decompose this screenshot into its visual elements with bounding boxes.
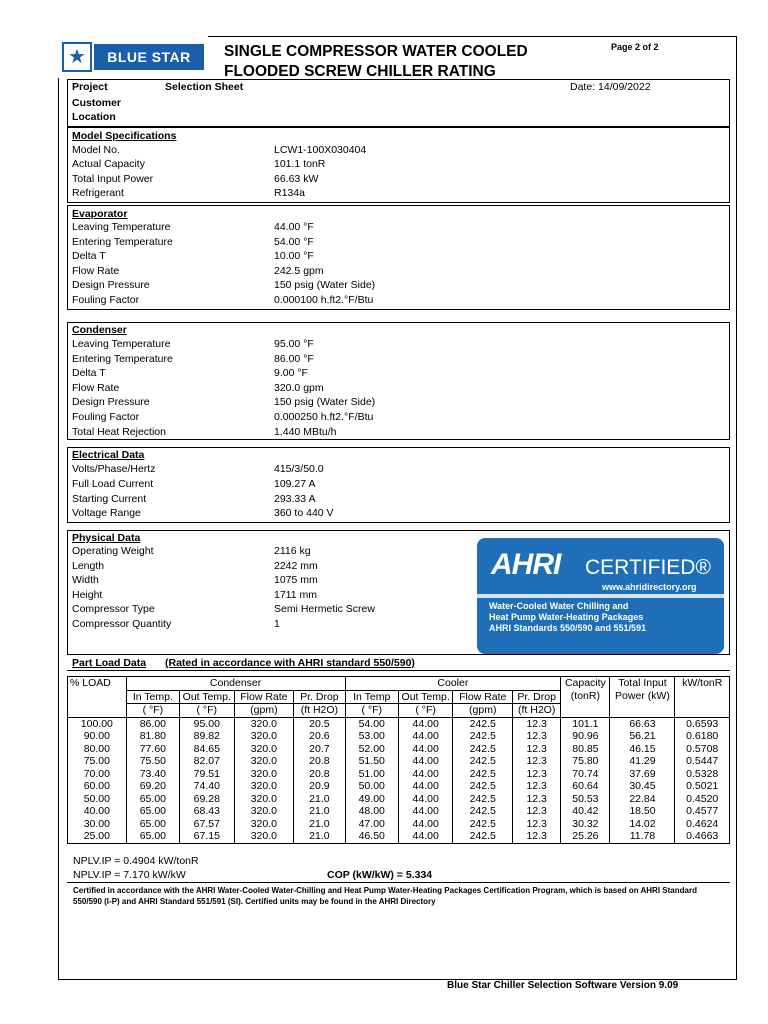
spec-label: Operating Weight: [72, 545, 154, 557]
star-icon: ★: [62, 42, 92, 72]
table-header-row-1: [68, 677, 730, 691]
table-cell: 242.5: [453, 730, 513, 743]
table-cell: 70.00: [68, 768, 127, 781]
title-line-2: FLOODED SCREW CHILLER RATING: [224, 63, 496, 80]
spec-label: Entering Temperature: [72, 352, 173, 365]
spec-value: 293.33 A: [274, 492, 316, 505]
brand-name: BLUE STAR: [94, 44, 204, 70]
spec-value: 44.00 °F: [274, 221, 314, 233]
spec-label: Delta T: [72, 250, 106, 263]
ahri-url: www.ahridirectory.org: [602, 582, 697, 592]
header-cool-drop: Pr. Drop: [513, 690, 561, 704]
table-row: [68, 818, 730, 831]
table-cell: 48.00: [345, 805, 398, 818]
spec-label: Compressor Quantity: [72, 618, 172, 630]
customer-label: Customer: [72, 97, 122, 109]
table-cell: 41.29: [610, 755, 675, 768]
table-cell: 44.00: [398, 805, 452, 818]
ahri-desc-2: Heat Pump Water-Heating Packages: [489, 612, 644, 622]
table-cell: 80.85: [561, 743, 610, 756]
spec-label: Design Pressure: [72, 396, 150, 409]
spec-value: 150 psig (Water Side): [274, 279, 376, 292]
table-cell: 21.0: [294, 818, 345, 831]
table-cell: 320.0: [234, 768, 294, 781]
table-cell: 69.20: [126, 780, 179, 793]
table-cell: 44.00: [398, 818, 452, 831]
table-row: [68, 805, 730, 818]
project-label: Project: [72, 81, 108, 93]
table-cell: 67.57: [180, 818, 234, 831]
table-cell: 12.3: [513, 830, 561, 843]
page-number: Page 2 of 2: [611, 42, 659, 52]
unit-f: ( °F): [345, 704, 398, 718]
spec-value: LCW1-100X030404: [274, 144, 367, 156]
table-cell: 12.3: [513, 793, 561, 806]
table-cell: 0.5447: [675, 755, 730, 768]
header-condenser: Condenser: [126, 677, 345, 691]
table-cell: 49.00: [345, 793, 398, 806]
unit-ft: (ft H2O): [513, 704, 561, 718]
table-cell: 20.8: [294, 755, 345, 768]
table-cell: 51.00: [345, 768, 398, 781]
part-load-note: (Rated in accordance with AHRI standard 550/590): [165, 657, 415, 669]
table-cell: 18.50: [610, 805, 675, 818]
header-power: Total Input Power (kW): [610, 677, 675, 718]
table-cell: 12.3: [513, 805, 561, 818]
table-cell: 12.3: [513, 768, 561, 781]
spec-label: Delta T: [72, 367, 106, 380]
table-cell: 0.6180: [675, 730, 730, 743]
table-cell: 12.3: [513, 755, 561, 768]
spec-label: Total Input Power: [72, 172, 154, 185]
spec-label: Fouling Factor: [72, 411, 140, 423]
table-cell: 52.00: [345, 743, 398, 756]
header-load: % LOAD: [68, 677, 127, 718]
table-cell: 242.5: [453, 743, 513, 756]
header-cool-in: In Temp: [345, 690, 398, 704]
spec-value: 9.00 °F: [274, 367, 308, 380]
location-label: Location: [72, 111, 116, 123]
ahri-word: AHRI: [491, 548, 561, 581]
part-load-heading: Part Load Data: [72, 657, 147, 669]
spec-value: 415/3/50.0: [274, 463, 324, 475]
spec-label: Starting Current: [72, 492, 147, 505]
table-cell: 75.50: [126, 755, 179, 768]
header-cond-out: Out Temp.: [180, 690, 234, 704]
ahri-certified: CERTIFIED®: [585, 556, 711, 579]
table-cell: 68.43: [180, 805, 234, 818]
table-cell: 44.00: [398, 755, 452, 768]
table-cell: 242.5: [453, 818, 513, 831]
table-cell: 320.0: [234, 730, 294, 743]
table-cell: 51.50: [345, 755, 398, 768]
table-cell: 77.60: [126, 743, 179, 756]
spec-label: Model No.: [72, 144, 120, 156]
table-cell: 40.00: [68, 805, 127, 818]
electrical-heading: Electrical Data: [72, 449, 145, 461]
spec-label: Full Load Current: [72, 477, 154, 490]
spec-value: 86.00 °F: [274, 352, 314, 365]
spec-label: Total Heat Rejection: [72, 425, 166, 438]
spec-value: R134a: [274, 186, 305, 199]
spec-label: Volts/Phase/Hertz: [72, 463, 156, 475]
unit-gpm: (gpm): [453, 704, 513, 718]
table-cell: 65.00: [126, 830, 179, 843]
table-cell: 20.5: [294, 717, 345, 730]
unit-f: ( °F): [180, 704, 234, 718]
unit-f: ( °F): [398, 704, 452, 718]
table-cell: 320.0: [234, 818, 294, 831]
table-cell: 50.53: [561, 793, 610, 806]
table-cell: 47.00: [345, 818, 398, 831]
table-cell: 21.0: [294, 805, 345, 818]
table-cell: 0.4577: [675, 805, 730, 818]
unit-f: ( °F): [126, 704, 179, 718]
table-row: [68, 780, 730, 793]
table-cell: 44.00: [398, 743, 452, 756]
spec-value: 360 to 440 V: [274, 507, 334, 520]
spec-label: Compressor Type: [72, 603, 155, 616]
table-cell: 242.5: [453, 805, 513, 818]
table-cell: 67.15: [180, 830, 234, 843]
table-cell: 20.7: [294, 743, 345, 756]
table-cell: 242.5: [453, 793, 513, 806]
spec-label: Design Pressure: [72, 279, 150, 292]
table-cell: 242.5: [453, 755, 513, 768]
spec-label: Width: [72, 574, 99, 587]
table-cell: 12.3: [513, 780, 561, 793]
table-cell: 242.5: [453, 768, 513, 781]
certification-rule: [67, 882, 730, 883]
table-cell: 44.00: [398, 768, 452, 781]
part-load-body: [68, 717, 730, 843]
table-row: [68, 768, 730, 781]
table-cell: 30.45: [610, 780, 675, 793]
spec-value: 0.000250 h.ft2.°F/Btu: [274, 411, 374, 423]
table-cell: 22.84: [610, 793, 675, 806]
table-cell: 20.8: [294, 768, 345, 781]
unit-ft: (ft H2O): [294, 704, 345, 718]
ahri-desc-3: AHRI Standards 550/590 and 551/591: [489, 623, 647, 633]
selection-sheet-label: Selection Sheet: [165, 81, 244, 93]
table-cell: 46.15: [610, 743, 675, 756]
table-cell: 54.00: [345, 717, 398, 730]
spec-value: 2116 kg: [274, 545, 311, 557]
table-cell: 70.74: [561, 768, 610, 781]
header-cond-in: In Temp.: [126, 690, 179, 704]
table-cell: 0.5021: [675, 780, 730, 793]
table-row: [68, 755, 730, 768]
table-cell: 0.5328: [675, 768, 730, 781]
table-cell: 75.80: [561, 755, 610, 768]
spec-value: 1: [274, 618, 280, 630]
table-cell: 320.0: [234, 743, 294, 756]
table-cell: 40.42: [561, 805, 610, 818]
part-load-table: [67, 676, 730, 844]
table-cell: 0.6593: [675, 717, 730, 730]
table-cell: 65.00: [126, 805, 179, 818]
spec-value: 1.440 MBtu/h: [274, 425, 337, 438]
spec-label: Voltage Range: [72, 507, 141, 520]
header-kw-ton: kW/tonR: [675, 677, 730, 718]
table-cell: 320.0: [234, 755, 294, 768]
table-row: [68, 743, 730, 756]
table-cell: 74.40: [180, 780, 234, 793]
document-title: [224, 42, 528, 82]
table-cell: 50.00: [345, 780, 398, 793]
spec-value: 242.5 gpm: [274, 264, 324, 277]
table-cell: 12.3: [513, 717, 561, 730]
table-cell: 0.4663: [675, 830, 730, 843]
spec-value: 54.00 °F: [274, 235, 314, 248]
spec-value: 1711 mm: [274, 588, 317, 601]
spec-value: 320.0 gpm: [274, 381, 324, 394]
table-cell: 20.9: [294, 780, 345, 793]
badge-divider: [477, 594, 724, 598]
table-cell: 69.28: [180, 793, 234, 806]
table-cell: 95.00: [180, 717, 234, 730]
table-cell: 100.00: [68, 717, 127, 730]
spec-label: Refrigerant: [72, 186, 124, 199]
spec-label: Length: [72, 559, 105, 572]
table-cell: 21.0: [294, 830, 345, 843]
spec-value: 101.1 tonR: [274, 158, 326, 171]
physical-heading: Physical Data: [72, 532, 141, 544]
electrical-section: [67, 447, 730, 523]
header-cool-flow: Flow Rate: [453, 690, 513, 704]
table-cell: 44.00: [398, 730, 452, 743]
table-cell: 82.07: [180, 755, 234, 768]
title-line-1: SINGLE COMPRESSOR WATER COOLED: [224, 43, 528, 60]
table-cell: 101.1: [561, 717, 610, 730]
spec-value: 1075 mm: [274, 574, 318, 587]
unit-gpm: (gpm): [234, 704, 294, 718]
table-cell: 320.0: [234, 717, 294, 730]
table-cell: 30.32: [561, 818, 610, 831]
table-cell: 65.00: [126, 793, 179, 806]
table-cell: 80.00: [68, 743, 127, 756]
table-cell: 90.96: [561, 730, 610, 743]
spec-label: Fouling Factor: [72, 294, 140, 306]
part-load-rule: [67, 670, 730, 671]
table-cell: 65.00: [126, 818, 179, 831]
table-cell: 60.64: [561, 780, 610, 793]
spec-value: 95.00 °F: [274, 338, 314, 350]
table-row: [68, 830, 730, 843]
table-cell: 21.0: [294, 793, 345, 806]
spec-label: Entering Temperature: [72, 235, 173, 248]
spec-value: 150 psig (Water Side): [274, 396, 376, 409]
table-cell: 56.21: [610, 730, 675, 743]
model-heading: Model Specifications: [72, 130, 177, 142]
table-cell: 0.4624: [675, 818, 730, 831]
table-row: [68, 717, 730, 730]
table-cell: 86.00: [126, 717, 179, 730]
table-cell: 84.65: [180, 743, 234, 756]
spec-label: Leaving Temperature: [72, 221, 171, 233]
ahri-description: [489, 601, 646, 634]
table-cell: 60.00: [68, 780, 127, 793]
evaporator-heading: Evaporator: [72, 208, 128, 220]
table-cell: 89.82: [180, 730, 234, 743]
table-cell: 12.3: [513, 730, 561, 743]
spec-value: 10.00 °F: [274, 250, 314, 263]
table-cell: 14.02: [610, 818, 675, 831]
table-cell: 11.78: [610, 830, 675, 843]
table-cell: 44.00: [398, 780, 452, 793]
table-cell: 20.6: [294, 730, 345, 743]
cop-value: COP (kW/kW) = 5.334: [327, 869, 433, 881]
table-cell: 44.00: [398, 793, 452, 806]
spec-value: 0.000100 h.ft2.°F/Btu: [274, 294, 374, 306]
table-cell: 37.69: [610, 768, 675, 781]
header-cooler: Cooler: [345, 677, 561, 691]
table-cell: 46.50: [345, 830, 398, 843]
spec-label: Flow Rate: [72, 264, 120, 277]
table-cell: 81.80: [126, 730, 179, 743]
spec-label: Flow Rate: [72, 381, 120, 394]
spec-label: Height: [72, 588, 103, 601]
nplv-kw: NPLV.IP = 7.170 kW/kW: [73, 869, 186, 881]
table-cell: 25.00: [68, 830, 127, 843]
table-cell: 75.00: [68, 755, 127, 768]
ahri-certified-badge: [477, 538, 724, 654]
spec-value: 2242 mm: [274, 559, 318, 572]
spec-label: Leaving Temperature: [72, 338, 171, 350]
spec-value: 109.27 A: [274, 477, 316, 490]
table-cell: 44.00: [398, 830, 452, 843]
table-cell: 12.3: [513, 743, 561, 756]
header-cool-out: Out Temp.: [398, 690, 452, 704]
table-cell: 320.0: [234, 793, 294, 806]
spec-value: 66.63 kW: [274, 172, 319, 185]
table-cell: 320.0: [234, 830, 294, 843]
table-cell: 12.3: [513, 818, 561, 831]
condenser-heading: Condenser: [72, 324, 127, 336]
table-cell: 66.63: [610, 717, 675, 730]
software-version: Blue Star Chiller Selection Software Version 9.09: [447, 980, 679, 991]
table-cell: 0.4520: [675, 793, 730, 806]
table-cell: 44.00: [398, 717, 452, 730]
table-cell: 90.00: [68, 730, 127, 743]
table-cell: 242.5: [453, 780, 513, 793]
table-cell: 242.5: [453, 717, 513, 730]
table-row: [68, 730, 730, 743]
table-cell: 50.00: [68, 793, 127, 806]
date: Date: 14/09/2022: [570, 81, 651, 93]
table-row: [68, 793, 730, 806]
header-cond-drop: Pr. Drop: [294, 690, 345, 704]
certification-text: Certified in accordance with the AHRI Water-Cooled Water-Chilling and Heat Pump Water-Heating Packages Certification Program, which is based on AHRI Standard 550/590 (I-P) and AHRI Standard 551/591 (SI). Certified units may be found in the AHRI Directory: [73, 886, 697, 906]
table-cell: 320.0: [234, 805, 294, 818]
table-cell: 320.0: [234, 780, 294, 793]
header-capacity: Capacity (tonR): [561, 677, 610, 718]
table-cell: 53.00: [345, 730, 398, 743]
table-cell: 0.5708: [675, 743, 730, 756]
table-cell: 30.00: [68, 818, 127, 831]
table-cell: 25.26: [561, 830, 610, 843]
table-cell: 79.51: [180, 768, 234, 781]
table-cell: 242.5: [453, 830, 513, 843]
table-cell: 73.40: [126, 768, 179, 781]
spec-value: Semi Hermetic Screw: [274, 603, 375, 616]
nplv-ton: NPLV.IP = 0.4904 kW/tonR: [73, 855, 199, 867]
ahri-desc-1: Water-Cooled Water Chilling and: [489, 601, 629, 611]
header-cond-flow: Flow Rate: [234, 690, 294, 704]
spec-label: Actual Capacity: [72, 158, 145, 171]
